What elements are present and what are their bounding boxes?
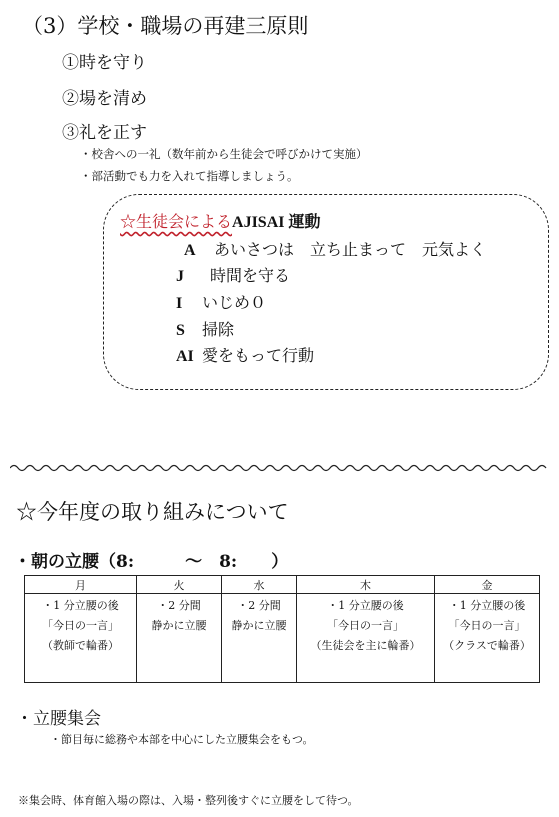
ajisai-text: あいさつは 立ち止まって 元気よく bbox=[214, 240, 487, 259]
table-row bbox=[25, 594, 540, 683]
schedule-cell-tue bbox=[137, 594, 222, 683]
ajisai-item bbox=[176, 290, 266, 313]
schedule-table bbox=[24, 575, 540, 683]
ajisai-box bbox=[103, 194, 549, 390]
wavy-divider bbox=[10, 462, 550, 474]
cell-line: 静かに立腰 bbox=[231, 619, 287, 632]
this-year-title: ☆今年度の取り組みについて bbox=[16, 500, 289, 524]
cell-line: ・2 分間 bbox=[157, 599, 201, 612]
ajisai-heading-rest: AJISAI 運動 bbox=[232, 214, 321, 231]
morning-title: ・朝の立腰（8: ～ 8: ） bbox=[14, 552, 289, 572]
assembly-note: ・節目毎に総務や本部を中心にした立腰集会をもつ。 bbox=[50, 733, 314, 746]
cell-line: （クラスで輪番） bbox=[443, 639, 531, 652]
cell-line: ・1 分立腰の後 bbox=[327, 599, 404, 612]
ajisai-item bbox=[184, 237, 486, 260]
cell-line: ・2 分間 bbox=[237, 599, 281, 612]
ajisai-text: 掃除 bbox=[202, 320, 235, 339]
cell-line: 「今日の一言」 bbox=[448, 619, 526, 632]
ajisai-item bbox=[176, 317, 234, 340]
principle-2: ②場を清め bbox=[62, 89, 147, 109]
schedule-cell-fri bbox=[435, 594, 540, 683]
cell-line: 「今日の一言」 bbox=[42, 619, 119, 632]
ajisai-text: 時間を守る bbox=[210, 266, 291, 285]
schedule-cell-mon bbox=[25, 594, 137, 683]
day-header: 金 bbox=[435, 576, 540, 594]
ajisai-letter: A bbox=[184, 242, 196, 259]
ajisai-item bbox=[176, 343, 314, 366]
schedule-cell-thu bbox=[297, 594, 435, 683]
ajisai-letter: S bbox=[176, 322, 185, 339]
cell-line: （生徒会を主に輪番） bbox=[310, 639, 421, 652]
ajisai-letter: I bbox=[176, 295, 183, 312]
principle-3: ③礼を正す bbox=[62, 123, 147, 143]
ajisai-text: 愛をもって行動 bbox=[202, 346, 315, 365]
ajisai-text: いじめ０ bbox=[202, 293, 267, 312]
cell-line: 「今日の一言」 bbox=[327, 619, 404, 632]
ajisai-letter: J bbox=[176, 268, 184, 285]
ajisai-item bbox=[176, 263, 290, 286]
schedule-cell-wed bbox=[222, 594, 297, 683]
bullet-club: ・部活動でも力を入れて指導しましょう。 bbox=[80, 169, 299, 183]
assembly-title: ・立腰集会 bbox=[16, 709, 101, 729]
footer-note: ※集会時、体育館入場の際は、入場・整列後すぐに立腰をして待つ。 bbox=[18, 794, 359, 807]
ajisai-heading-red: ☆生徒会による bbox=[120, 212, 233, 231]
day-header: 木 bbox=[297, 576, 435, 594]
cell-line: ・1 分立腰の後 bbox=[42, 599, 119, 612]
table-header-row bbox=[25, 576, 540, 594]
day-header: 火 bbox=[137, 576, 222, 594]
cell-line: （教師で輪番） bbox=[42, 639, 119, 652]
day-header: 月 bbox=[25, 576, 137, 594]
cell-line: 静かに立腰 bbox=[151, 619, 207, 632]
day-header: 水 bbox=[222, 576, 297, 594]
principle-1: ①時を守り bbox=[62, 53, 147, 73]
section-title: （3）学校・職場の再建三原則 bbox=[22, 14, 309, 38]
cell-line: ・1 分立腰の後 bbox=[448, 599, 526, 612]
ajisai-heading bbox=[120, 209, 320, 232]
ajisai-letter: AI bbox=[176, 348, 194, 365]
bullet-bow: ・校舎への一礼（数年前から生徒会で呼びかけて実施） bbox=[80, 147, 368, 161]
